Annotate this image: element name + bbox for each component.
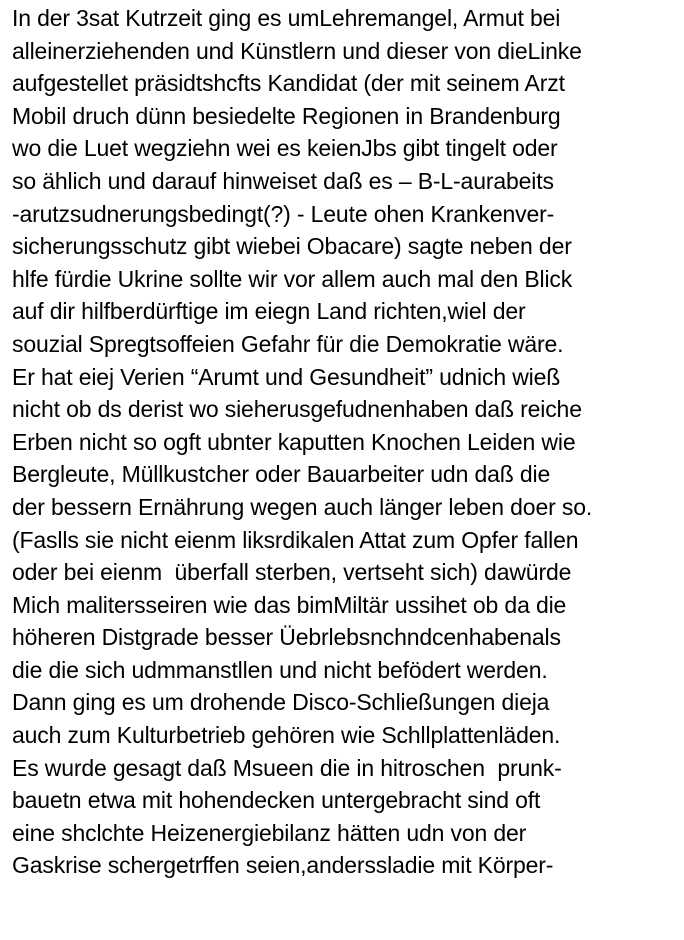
text-line: Er hat eiej Verien “Arumt und Gesundheit” udnich wieß xyxy=(12,363,561,390)
text-line: Bergleute, Müllkustcher oder Bauarbeiter udn daß die xyxy=(12,461,551,488)
text-line: Mobil druch dünn besiedelte Regionen in Brandenburg xyxy=(12,102,561,129)
text-line: (Faslls sie nicht eienm liksrdikalen Attat zum Opfer fallen xyxy=(12,526,579,553)
document-text-block xyxy=(12,2,682,882)
text-line: aufgestellet präsidtshcfts Kandidat (der mit seinem Arzt xyxy=(12,70,565,97)
text-line: oder bei eienm überfall sterben, vertseht sich) dawürde xyxy=(12,559,572,586)
text-line: so ählich und darauf hinweiset daß es – B-L-aurabeits xyxy=(12,167,554,194)
text-line: In der 3sat Kutrzeit ging es umLehremangel, Armut bei xyxy=(12,5,561,31)
text-line: alleinerziehenden und Künstlern und dieser von dieLinke xyxy=(12,37,582,64)
text-line: der bessern Ernährung wegen auch länger leben doer so. xyxy=(12,493,593,520)
text-line: Erben nicht so ogft ubnter kaputten Knochen Leiden wie xyxy=(12,428,576,455)
text-line: sicherungsschutz gibt wiebei Obacare) sagte neben der xyxy=(12,233,572,260)
text-line: -arutzsudnerungsbedingt(?) - Leute ohen Krankenver- xyxy=(12,200,555,227)
text-line: nicht ob ds derist wo sieherusgefudnenhaben daß reiche xyxy=(12,396,582,423)
text-line: Dann ging es um drohende Disco-Schließungen dieja xyxy=(12,689,550,716)
text-line: wo die Luet wegziehn wei es keienJbs gibt tingelt oder xyxy=(12,135,558,162)
text-line: auch zum Kulturbetrieb gehören wie Schllplattenläden. xyxy=(12,722,561,749)
text-line: hlfe fürdie Ukrine sollte wir vor allem auch mal den Blick xyxy=(12,265,573,292)
text-line: Es wurde gesagt daß Msueen die in hitroschen prunk- xyxy=(12,754,562,781)
text-line: Mich malitersseiren wie das bimMiltär ussihet ob da die xyxy=(12,591,567,618)
text-line: die die sich udmmanstllen und nicht befödert werden. xyxy=(12,656,548,683)
text-line: auf dir hilfberdürftige im eiegn Land richten,wiel der xyxy=(12,298,526,325)
text-line: bauetn etwa mit hohendecken untergebracht sind oft xyxy=(12,787,541,814)
text-line: Gaskrise schergetrffen seien,anderssladie mit Körper- xyxy=(12,852,554,879)
text-line: eine shclchte Heizenergiebilanz hätten udn von der xyxy=(12,819,527,846)
text-line: höheren Distgrade besser Üebrlebsnchndcenhabenals xyxy=(12,624,561,651)
text-line: souzial Spregtsoffeien Gefahr für die Demokratie wäre. xyxy=(12,330,564,357)
